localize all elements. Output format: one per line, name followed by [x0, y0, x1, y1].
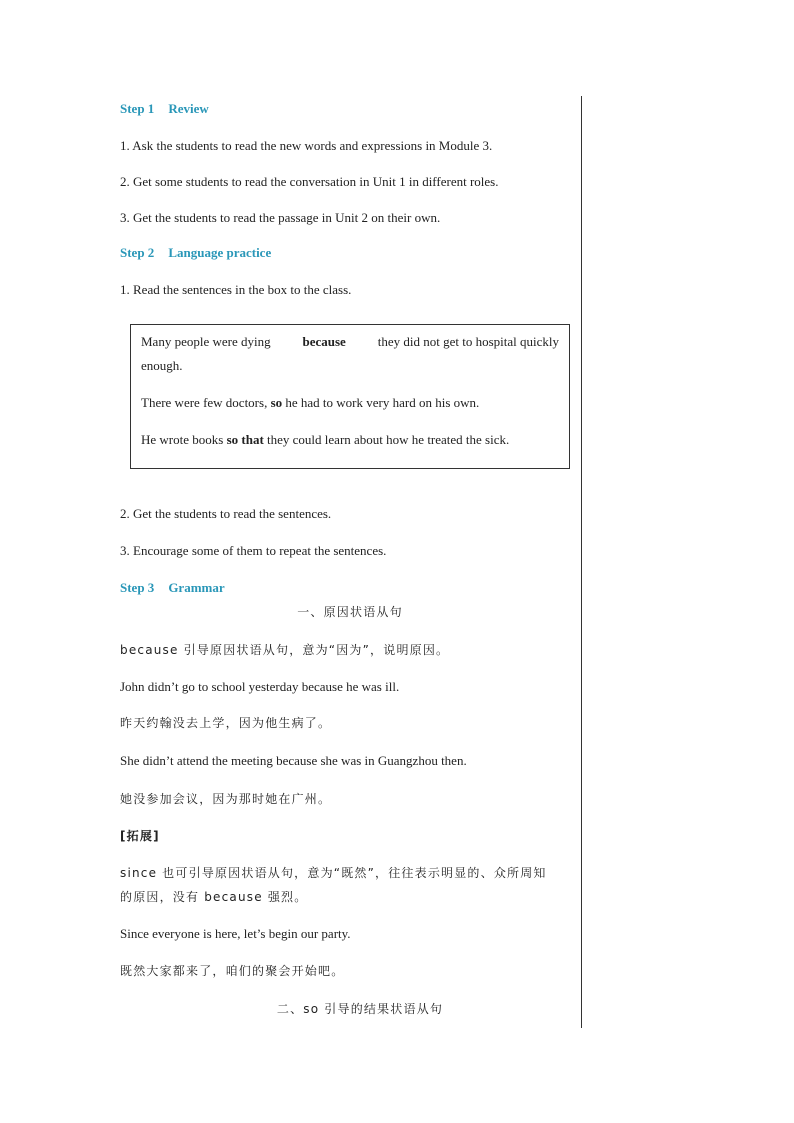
text-span: they could learn about how he treated the sick. [267, 432, 510, 447]
bold-keyword: so that [226, 432, 264, 447]
bold-keyword: so [270, 395, 283, 410]
text-span: they did not get to hospital quickly [377, 334, 559, 349]
grammar-heading-2: 二、so 引导的结果状语从句 [276, 1002, 444, 1016]
grammar-heading-1: 一、原因状语从句 [297, 605, 403, 619]
box-sentence-1 [141, 333, 559, 351]
practice-item-3: 3. Encourage some of them to repeat the sentences. [120, 543, 387, 558]
example-2-en: She didn’t attend the meeting because she was in Guangzhou then. [120, 753, 467, 768]
practice-item-2: 2. Get the students to read the sentences. [120, 506, 332, 521]
review-item-1: 1. Ask the students to read the new words and expressions in Module 3. [120, 138, 493, 153]
example-2-cn: 她没参加会议，因为那时她在广州。 [120, 792, 332, 806]
step-3-heading [120, 579, 225, 597]
step-label: Step 2 [120, 245, 155, 260]
review-item-3: 3. Get the students to read the passage in Unit 2 on their own. [120, 210, 441, 225]
step-1-heading [120, 100, 209, 118]
since-rule-line-2: 的原因，没有 because 强烈。 [120, 890, 308, 904]
box-sentence-1-wrap: enough. [141, 358, 183, 373]
step-label: Step 1 [120, 101, 155, 116]
example-3-en: Since everyone is here, let’s begin our party. [120, 926, 351, 941]
text-span: he had to work very hard on his own. [285, 395, 480, 410]
step-label: Step 3 [120, 580, 155, 595]
example-sentence-box [130, 324, 570, 469]
step-title: Grammar [168, 580, 225, 595]
step-title: Review [168, 101, 209, 116]
expand-label: [拓展] [120, 829, 160, 843]
example-3-cn: 既然大家都来了，咱们的聚会开始吧。 [120, 964, 345, 978]
text-span: There were few doctors, [141, 395, 268, 410]
box-sentence-3 [141, 431, 509, 449]
since-rule-line-1: since 也可引导原因状语从句，意为“既然”，往往表示明显的、众所周知 [120, 866, 547, 880]
margin-rule [581, 96, 582, 1028]
text-span: Many people were dying [141, 334, 271, 349]
text-span: He wrote books [141, 432, 224, 447]
review-item-2: 2. Get some students to read the conversation in Unit 1 in different roles. [120, 174, 499, 189]
practice-intro: 1. Read the sentences in the box to the class. [120, 282, 352, 297]
box-sentence-2 [141, 394, 479, 412]
because-rule: because 引导原因状语从句，意为“因为”，说明原因。 [120, 643, 450, 657]
example-1-en: John didn’t go to school yesterday because he was ill. [120, 679, 400, 694]
bold-keyword: because [302, 334, 346, 349]
step-title: Language practice [168, 245, 272, 260]
example-1-cn: 昨天约翰没去上学，因为他生病了。 [120, 716, 332, 730]
step-2-heading [120, 244, 271, 262]
